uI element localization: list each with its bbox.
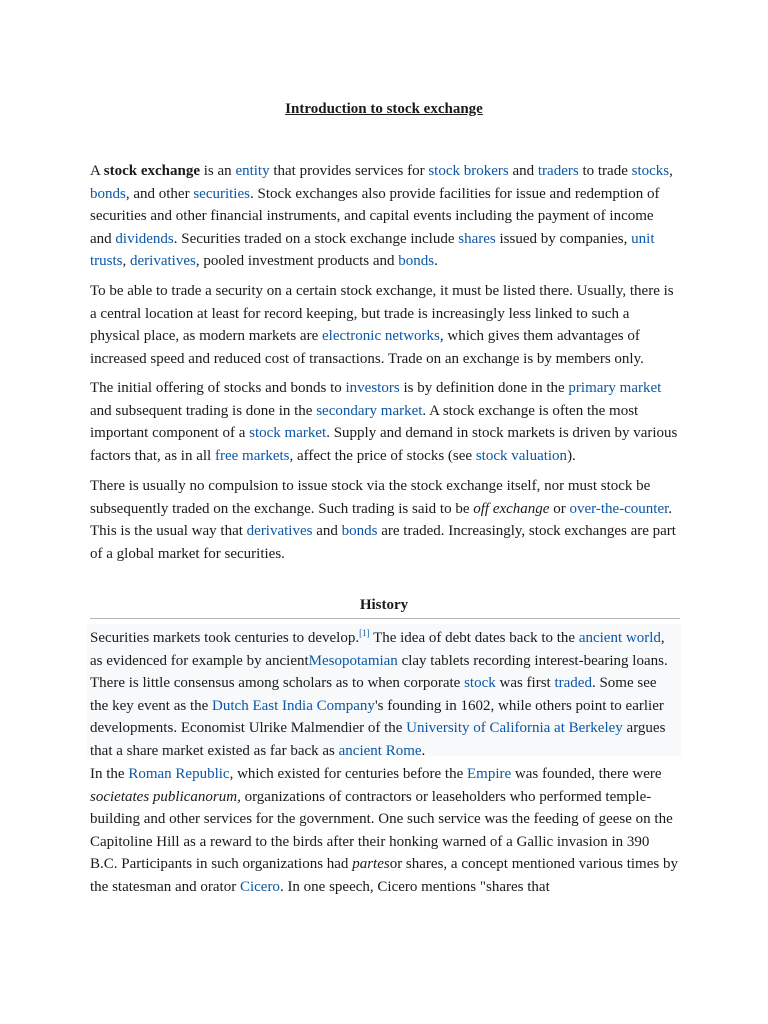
- link-empire[interactable]: Empire: [467, 766, 512, 782]
- section-divider: [90, 618, 680, 619]
- text-run: and: [508, 163, 538, 179]
- text-run: , organizations of contractors or leaseholders who performed temple-building and other services for the government. One such service was the feeding of geese on the Capitoline Hill as a reward to the birds after their honking warned of a Gallic invasion in 390 B.C. Participants in such organizations had: [90, 788, 673, 872]
- link-shares[interactable]: shares: [458, 230, 496, 247]
- text-run: to trade: [578, 163, 632, 179]
- link-derivatives[interactable]: derivatives: [246, 523, 313, 539]
- text-run: was founded, there were: [511, 766, 662, 782]
- text-run: . Supply and demand in stock markets is driven by various factors that, as in all: [90, 425, 678, 464]
- link-stocks[interactable]: stocks: [631, 163, 670, 179]
- text-run: was first: [495, 675, 555, 691]
- text-run: Securities markets took centuries to develop.: [90, 630, 360, 646]
- link-derivatives[interactable]: derivatives: [130, 253, 196, 269]
- citation-superscript: [359, 628, 370, 638]
- text-run: 's founding in 1602, while others point to earlier developments. Economist Ulrike Malmendier of the: [90, 697, 664, 736]
- text-run: .: [421, 742, 426, 759]
- text-run: . In one speech, Cicero mentions "shares that: [279, 878, 550, 895]
- text-run: or shares, a concept mentioned various times by the statesman and orator: [90, 856, 678, 895]
- text-run: The idea of debt dates back to the: [369, 630, 579, 646]
- text-run: and: [312, 523, 342, 539]
- bold-term: stock exchange: [103, 163, 201, 179]
- text-run: is by definition done in the: [399, 380, 569, 396]
- link-stock-market[interactable]: stock market: [249, 425, 327, 441]
- text-run: . A stock exchange is often the most important component of a: [90, 402, 639, 441]
- text-run: To be able to trade a security on a certain stock exchange, it must be listed there. Usually, there is a central location at least for record keeping, but trade is increasingly less linked to such a physical place, as modern markets are: [90, 283, 674, 344]
- italic-term: partes: [352, 856, 390, 872]
- link-secondary-market[interactable]: secondary market: [316, 402, 423, 419]
- link-electronic-networks[interactable]: electronic networks: [322, 328, 440, 344]
- text-run: clay tablets recording interest-bearing loans. There is little consensus among scholars as to when corporate: [90, 652, 668, 691]
- paragraph-primary-market: [90, 377, 678, 467]
- link-primary-market[interactable]: primary market: [568, 380, 662, 396]
- link-university-of-california-at-berkeley[interactable]: University of California at Berkeley: [406, 720, 623, 736]
- text-run: , and other: [125, 185, 194, 202]
- italic-term: off exchange: [473, 500, 550, 517]
- text-run: issued by companies,: [495, 230, 632, 247]
- link-investors[interactable]: investors: [345, 380, 400, 396]
- link-unit-trusts[interactable]: unit trusts: [90, 230, 655, 269]
- section-heading-history: History: [359, 597, 409, 613]
- text-run: ).: [567, 447, 576, 464]
- link-1[interactable]: [1]: [359, 628, 370, 638]
- text-run: is an: [200, 163, 236, 179]
- text-run: In the: [90, 766, 129, 782]
- link-securities[interactable]: securities: [193, 185, 250, 202]
- paragraph-off-exchange: [90, 475, 678, 565]
- link-over-the-counter[interactable]: over-the-counter: [569, 500, 669, 517]
- text-run: , as evidenced for example by ancient: [90, 630, 665, 669]
- link-roman-republic[interactable]: Roman Republic: [128, 766, 230, 782]
- text-run: , affect the price of stocks (see: [289, 447, 476, 464]
- text-run: .: [434, 253, 438, 269]
- link-stock-valuation[interactable]: stock valuation: [475, 447, 568, 464]
- link-bonds[interactable]: bonds: [341, 523, 378, 539]
- paragraph-roman-republic: [90, 763, 678, 898]
- text-run: are traded. Increasingly, stock exchanges are part of a global market for securities.: [90, 523, 676, 562]
- text-run: that provides services for: [269, 163, 429, 179]
- paragraph-listing: [90, 280, 678, 370]
- link-bonds[interactable]: bonds: [398, 253, 435, 269]
- paragraph-history-origins: [90, 627, 678, 762]
- text-run: ,: [669, 163, 673, 179]
- link-bonds[interactable]: bonds: [90, 185, 126, 202]
- text-run: . This is the usual way that: [90, 500, 673, 539]
- link-mesopotamian[interactable]: Mesopotamian: [308, 652, 398, 669]
- text-run: or: [549, 500, 570, 517]
- link-stock-brokers[interactable]: stock brokers: [428, 163, 509, 179]
- link-ancient-world[interactable]: ancient world: [578, 630, 661, 646]
- text-run: There is usually no compulsion to issue stock via the stock exchange itself, nor must stock be subsequently traded on the exchange. Such trading is said to be: [90, 478, 651, 517]
- link-stock[interactable]: stock: [464, 675, 496, 691]
- text-run: . Stock exchanges also provide facilities for issue and redemption of securities and other financial instruments, and capital events including the payment of income and: [90, 185, 660, 247]
- text-run: , pooled investment products and: [195, 253, 399, 269]
- link-traders[interactable]: traders: [537, 163, 579, 179]
- link-dividends[interactable]: dividends: [115, 230, 174, 247]
- text-run: and subsequent trading is done in the: [90, 402, 317, 419]
- italic-term: societates publicanorum: [90, 788, 238, 805]
- link-traded[interactable]: traded: [554, 675, 592, 691]
- text-run: . Some see the key event as the: [90, 675, 657, 714]
- text-run: argues that a share market existed as far back as: [90, 720, 666, 759]
- link-free-markets[interactable]: free markets: [214, 447, 290, 464]
- link-dutch-east-india-company[interactable]: Dutch East India Company: [212, 697, 375, 714]
- text-run: , which gives them advantages of increased speed and reduced cost of transactions. Trade on an exchange is by members only.: [90, 328, 644, 367]
- link-ancient-rome[interactable]: ancient Rome: [338, 742, 422, 759]
- text-run: The initial offering of stocks and bonds to: [90, 380, 346, 396]
- text-run: A: [90, 163, 104, 179]
- link-entity[interactable]: entity: [235, 163, 270, 179]
- text-run: ,: [122, 253, 131, 269]
- document-title: Introduction to stock exchange: [285, 101, 483, 117]
- paragraph-definition: [90, 160, 678, 273]
- text-run: . Securities traded on a stock exchange include: [173, 230, 459, 247]
- link-cicero[interactable]: Cicero: [239, 878, 280, 895]
- text-run: , which existed for centuries before the: [229, 766, 467, 782]
